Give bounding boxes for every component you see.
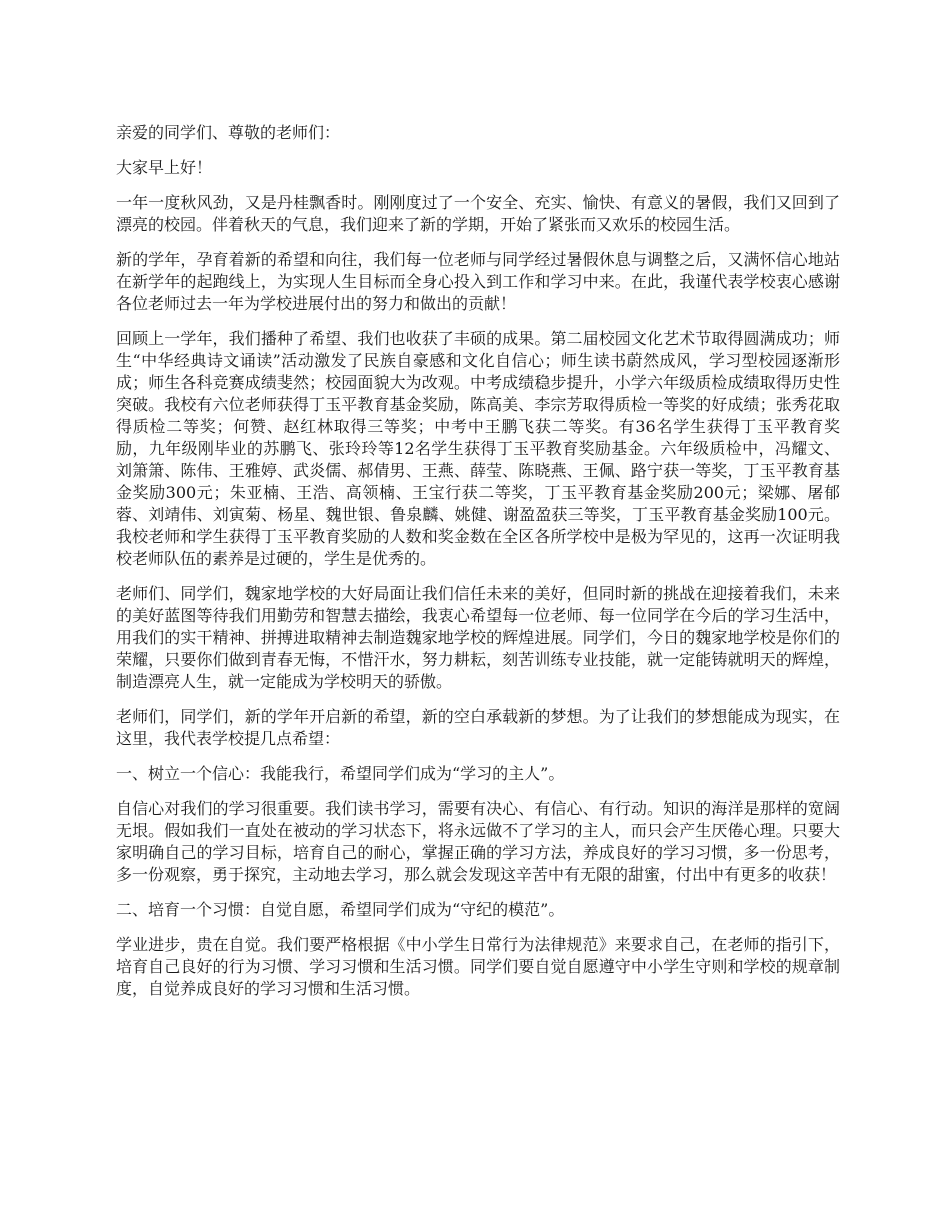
greeting: 大家早上好！ [116,158,213,177]
paragraph-future-challenges: 老师们、同学们，魏家地学校的大好局面让我们信任未来的美好，但同时新的挑战在迎接着我们，未来的美好蓝图等待我们用勤劳和智慧去描绘，我衷心希望每一位老师、每一位同学在今后的学习生活中，用我们的实干精神、拼搏进取精神去制造魏家地学校的辉煌进展。同学们，今日的魏家地学校是你们的荣耀，只要你们做到青春无悔，不惜汗水，努力耕耘，刻苦训练专业技能，就一定能铸就明天的辉煌，制造漂亮人生，就一定能成为学校明天的骄傲。 [116,584,840,691]
heading-point-two: 二、培育一个习惯：自觉自愿，希望同学们成为“守纪的模范”。 [116,900,565,919]
paragraph-new-school-year: 新的学年，孕育着新的希望和向往，我们每一位老师与同学经过暑假休息与调整之后，又满怀信心地站在新学年的起跑线上，为实现人生目标而全身心投入到工作和学习中来。在此，我谨代表学校衷心感谢各位老师过去一年为学校进展付出的努力和做出的贡献！ [116,250,840,313]
paragraph-review-achievements: 回顾上一学年，我们播种了希望、我们也收获了丰硕的成果。第二届校园文化艺术节取得圆满成功；师生“中华经典诗文诵读”活动激发了民族自豪感和文化自信心；师生读书蔚然成风，学习型校园逐渐形成；师生各科竞赛成绩斐然；校园面貌大为改观。中考成绩稳步提升，小学六年级质检成绩取得历史性突破。我校有六位老师获得丁玉平教育基金奖励，陈高美、李宗芳取得质检一等奖的好成绩；张秀花取得质检二等奖；何赞、赵红林取得三等奖；中考中王鹏飞获二等奖。有36名学生获得丁玉平教育奖励，九年级刚毕业的苏鹏飞、张玲玲等12名学生获得丁玉平教育奖励基金。六年级质检中，冯耀文、刘箫箫、陈伟、王雅婷、武炎儒、郝倩男、王燕、薛莹、陈晓燕、王佩、路宁获一等奖，丁玉平教育基金奖励300元；朱亚楠、王浩、高领楠、王宝行获二等奖，丁玉平教育基金奖励200元；梁娜、屠郁蓉、刘靖伟、刘寅菊、杨星、魏世银、鲁泉麟、姚健、谢盈盈获三等奖，丁玉平教育基金奖励100元。我校老师和学生获得丁玉平教育奖励的人数和奖金数在全区各所学校中是极为罕见的，这再一次证明我校老师队伍的素养是过硬的，学生是优秀的。 [116,329,840,568]
paragraph-confidence: 自信心对我们的学习很重要。我们读书学习，需要有决心、有信心、有行动。知识的海洋是那样的宽阔无垠。假如我们一直处在被动的学习状态下，将永远做不了学习的主人，而只会产生厌倦心理。只要大家明确自己的学习目标，培育自己的耐心，掌握正确的学习方法，养成良好的学习习惯，多一份思考，多一份观察，勇于探究，主动地去学习，那么就会发现这辛苦中有无限的甜蜜，付出中有更多的收获！ [116,799,840,884]
heading-point-one: 一、树立一个信心：我能我行，希望同学们成为“学习的主人”。 [116,764,565,783]
document-page [116,122,840,1013]
salutation: 亲爱的同学们、尊敬的老师们： [116,123,341,142]
paragraph-hopes-intro: 老师们，同学们，新的学年开启新的希望，新的空白承载新的梦想。为了让我们的梦想能成为现实，在这里，我代表学校提几点希望： [116,707,840,748]
paragraph-self-discipline: 学业进步，贵在自觉。我们要严格根据《中小学生日常行为法律规范》来要求自己，在老师的指引下，培育自己良好的行为习惯、学习习惯和生活习惯。同学们要自觉自愿遵守中小学生守则和学校的规章制度，自觉养成良好的学习习惯和生活习惯。 [116,935,840,998]
paragraph-autumn-return: 一年一度秋风劲，又是丹桂飘香时。刚刚度过了一个安全、充实、愉快、有意义的暑假，我们又回到了漂亮的校园。伴着秋天的气息，我们迎来了新的学期，开始了紧张而又欢乐的校园生活。 [116,193,840,234]
